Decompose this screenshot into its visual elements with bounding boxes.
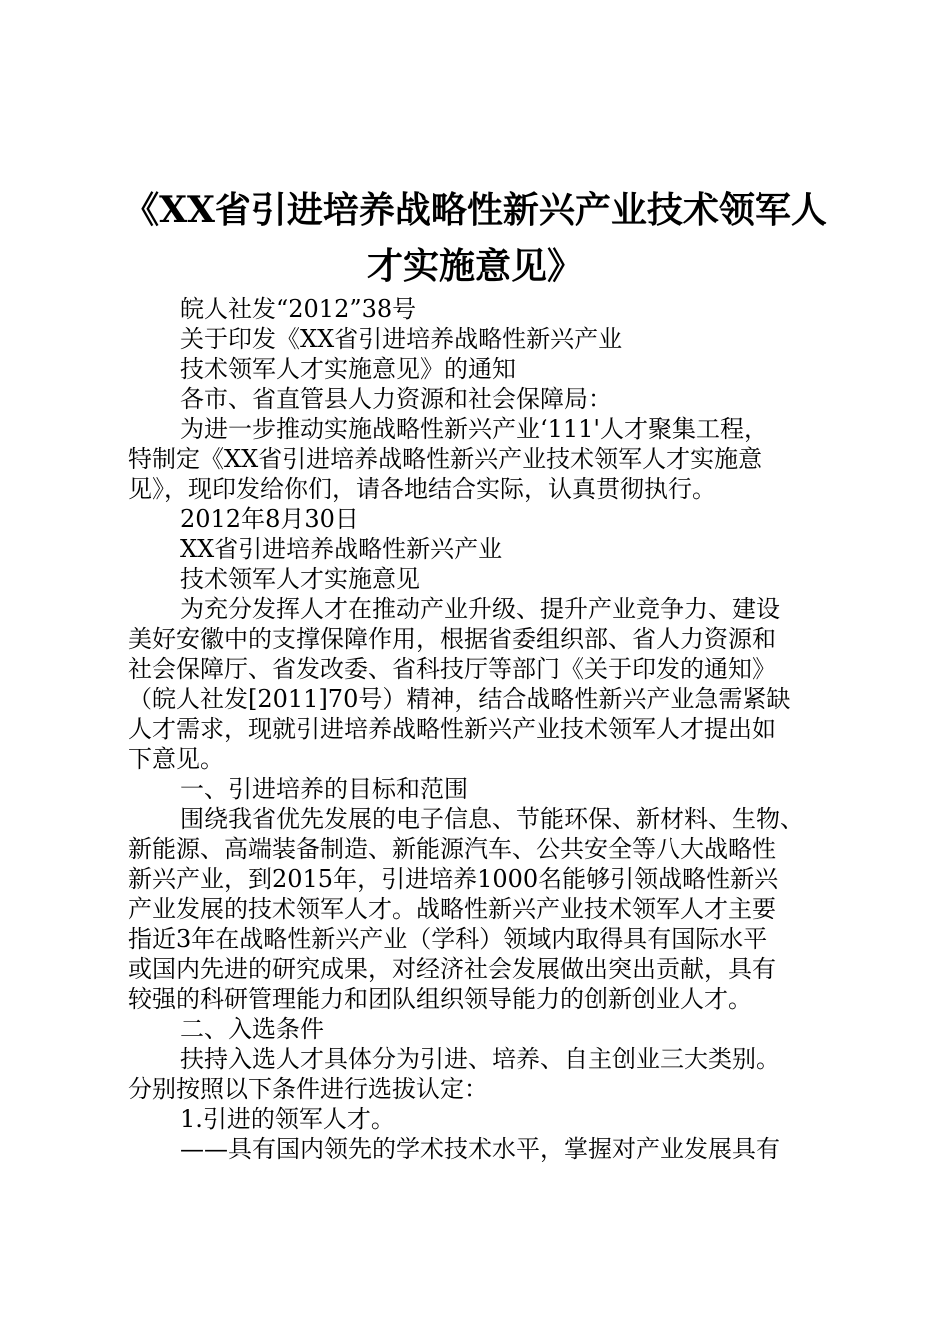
body-text-line: 特制定《XX省引进培养战略性新兴产业技术领军人才实施意 [128,445,763,473]
body-text-line: 关于印发《XX省引进培养战略性新兴产业 [180,325,623,353]
body-text-line: 较强的科研管理能力和团队组织领导能力的创新创业人才。 [128,985,752,1013]
document-title-line-2: 才实施意见》 [366,245,583,287]
body-text-line: 皖人社发“2012”38号 [180,295,417,323]
body-text-line: 新兴产业，到2015年，引进培养1000名能够引领战略性新兴 [128,865,779,893]
body-text-line: 技术领军人才实施意见》的通知 [180,355,516,383]
body-text-line: 各市、省直管县人力资源和社会保障局： [180,385,612,413]
body-text-line: 分别按照以下条件进行选拔认定： [128,1075,488,1103]
body-text-line: 美好安徽中的支撑保障作用，根据省委组织部、省人力资源和 [128,625,776,653]
body-text-line: 二、入选条件 [180,1015,324,1043]
body-text-line: 为进一步推动实施战略性新兴产业‘111'人才聚集工程， [180,415,769,443]
body-text-line: 社会保障厅、省发改委、省科技厅等部门《关于印发的通知》 [128,655,776,683]
document-body [128,294,840,1164]
body-text-line: 见》，现印发给你们，请各地结合实际，认真贯彻执行。 [128,475,716,503]
body-text-line: 产业发展的技术领军人才。战略性新兴产业技术领军人才主要 [128,895,776,923]
body-text-line: 2012年8月30日 [180,505,359,533]
body-text-line: XX省引进培养战略性新兴产业 [180,535,503,563]
body-text-line: 指近3年在战略性新兴产业（学科）领域内取得具有国际水平 [128,925,768,953]
body-text-line: 围绕我省优先发展的电子信息、节能环保、新材料、生物、 [180,805,804,833]
body-text-line: 新能源、高端装备制造、新能源汽车、公共安全等八大战略性 [128,835,776,863]
body-text-line: 为充分发挥人才在推动产业升级、提升产业竞争力、建设 [180,595,780,623]
body-text-line: 一、引进培养的目标和范围 [180,775,468,803]
body-text-line: 或国内先进的研究成果，对经济社会发展做出突出贡献，具有 [128,955,776,983]
body-text-line: 1.引进的领军人才。 [180,1105,395,1133]
body-text-line: 扶持入选人才具体分为引进、培养、自主创业三大类别。 [180,1045,780,1073]
document-title-line-1: 《XX省引进培养战略性新兴产业技术领军人 [123,189,827,231]
body-text-line: ——具有国内领先的学术技术水平，掌握对产业发展具有 [180,1135,780,1163]
body-text-line: 人才需求，现就引进培养战略性新兴产业技术领军人才提出如 [128,715,776,743]
body-text-line: （皖人社发[2011]70号）精神，结合战略性新兴产业急需紧缺 [128,685,791,713]
body-text-line: 技术领军人才实施意见 [180,565,420,593]
body-text-line: 下意见。 [128,745,224,773]
